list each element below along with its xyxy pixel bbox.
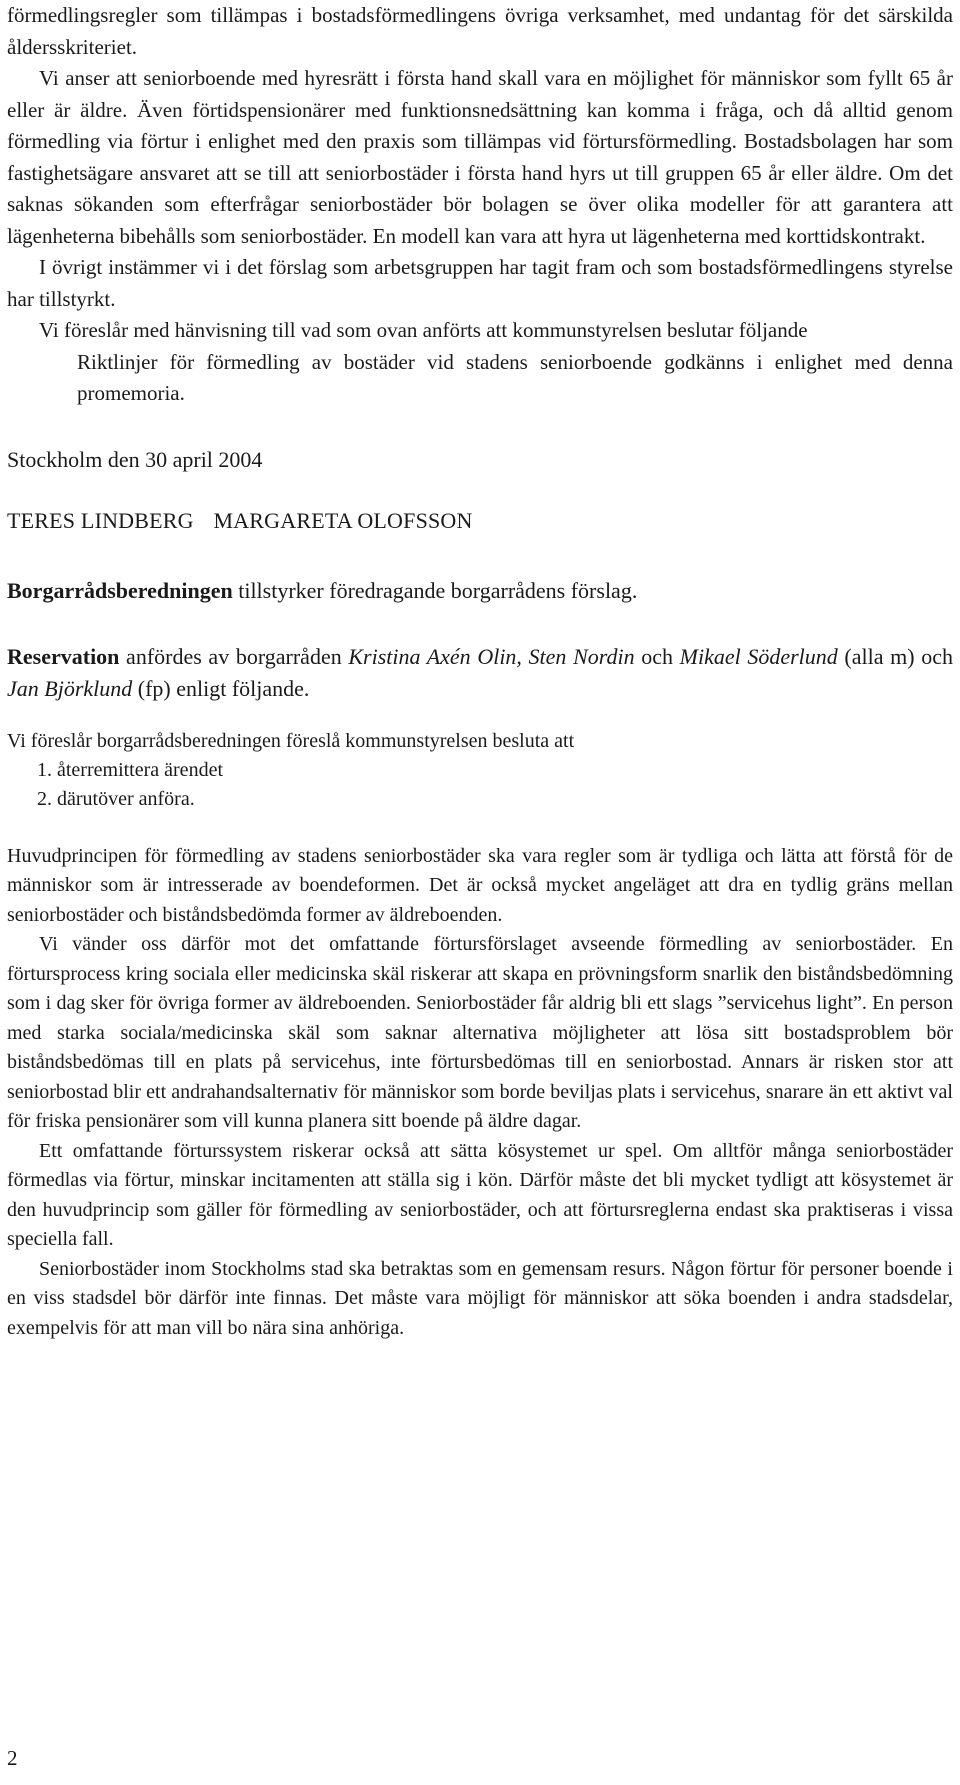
proposal-list — [7, 756, 953, 814]
proposal-intro: Vi föreslår borgarrådsberedningen föreslå kommunstyrelsen besluta att — [7, 729, 575, 752]
reservation-paragraph-1: Huvudprincipen för förmedling av stadens seniorbostäder ska vara regler som är tydliga och lätta att förstå för de människor som är intresserade av boendeformen. Det är också mycket angeläget att dra en tydlig gräns mellan seniorbostäder och biståndsbedömda former av äldreboenden. — [7, 844, 953, 926]
reservation — [7, 641, 953, 705]
paragraph-agreement: I övrigt instämmer vi i det förslag som arbetsgruppen har tagit fram och som bostadsförmedlingens styrelse har tillstyrkt. — [7, 255, 953, 311]
reservation-paragraph-4: Seniorbostäder inom Stockholms stad ska betraktas som en gemensam resurs. Någon förtur för personer boende i en viss stadsdel bör därför inte finnas. Det måste vara möjligt för människor att söka boenden i andra stadsdelar, exempelvis för att man vill bo nära sina anhöriga. — [7, 1257, 953, 1339]
paragraph-proposal: Vi föreslår med hänvisning till vad som ovan anförts att kommunstyrelsen beslutar följande — [39, 318, 808, 342]
reservation-names-1: Kristina Axén Olin, Sten Nordin — [348, 643, 635, 669]
recommendation — [7, 575, 953, 607]
reservation-text-1: anfördes av borgarråden — [119, 643, 349, 669]
signer-1: TERES LINDBERG — [7, 507, 194, 533]
proposal-item-number: 2. — [37, 787, 52, 810]
reservation-text-4: (fp) enligt följande. — [132, 675, 310, 701]
proposal-item-number: 1. — [37, 758, 52, 781]
document-body — [7, 0, 953, 1343]
page-number: 2 — [7, 1746, 18, 1770]
reservation-paragraph-3: Ett omfattande förturssystem riskerar också att sätta kösystemet ur spel. Om alltför många seniorbostäder förmedlas via förtur, minskar incitamenten att ställa sig i kön. Därför måste det bli mycket tydligt att kösystemet är den huvudprincip som gäller för förmedling av seniorbostäder, och att förtursreglerna endast ska praktiseras i vissa speciella fall. — [7, 1139, 953, 1250]
proposal-item-text: därutöver anföra. — [57, 787, 195, 810]
paragraph-senior-housing: Vi anser att seniorboende med hyresrätt i första hand skall vara en möjlighet för människor som fyllt 65 år eller är äldre. Även förtidspensionärer med funktionsnedsättning kan komma i fråga, och då alltid genom förmedling via förtur i enlighet med den praxis som tillämpas vid förtursförmedling. Bostadsbolagen har som fastighetsägare ansvaret att se till att seniorbostäder i första hand hyrs ut till gruppen 65 år eller äldre. Om det saknas sökanden som efterfrågar seniorbostäder bör bolagen se över olika modeller för att garantera att lägenheterna bibehålls som seniorbostäder. En modell kan vara att hyra ut lägenheterna med korttidskontrakt. — [7, 66, 953, 248]
signatures — [7, 505, 953, 537]
paragraph-continuation: förmedlingsregler som tillämpas i bostadsförmedlingens övriga verksamhet, med undantag för det särskilda åldersskriteriet. — [7, 3, 953, 59]
proposal-item — [7, 785, 953, 814]
signer-2: MARGARETA OLOFSSON — [213, 507, 473, 533]
reservation-text-2: och — [634, 643, 680, 669]
recommendation-body: Borgarrådsberedningen — [7, 577, 233, 603]
reservation-names-3: Jan Björklund — [7, 675, 133, 701]
proposal-item-text: återremittera ärendet — [57, 758, 223, 781]
reservation-names-2: Mikael Söderlund — [679, 643, 838, 669]
recommendation-text: tillstyrker föredragande borgarrådens förslag. — [232, 577, 638, 603]
proposal-item — [7, 756, 953, 785]
reservation-text-3: (alla m) och — [837, 643, 953, 669]
reservation-paragraph-2: Vi vänder oss därför mot det omfattande förtursförslaget avseende förmedling av seniorbostäder. En förtursprocess kring sociala eller medicinska skäl riskerar att skapa en prövningsform snarlik den biståndsbedömning som i dag sker för övriga former av äldreboenden. Seniorbostäder får aldrig bli ett slags ”servicehus light”. En person med starka sociala/medicinska skäl som saknar alternativa möjligheter att lösa sitt bostadsproblem bör biståndsbedömas till en plats på servicehus, inte förtursbedömas till en seniorbostad. Annars är risken stor att seniorbostad blir ett andrahandsalternativ för människor som borde beviljas plats i servicehus, snarare än ett aktivt val för friska pensionärer som vill kunna planera sitt boende på äldre dagar. — [7, 933, 953, 1132]
place-date: Stockholm den 30 april 2004 — [7, 446, 263, 472]
reservation-label: Reservation — [7, 643, 120, 669]
paragraph-decision: Riktlinjer för förmedling av bostäder vid stadens seniorboende godkänns i enlighet med denna promemoria. — [77, 349, 953, 405]
